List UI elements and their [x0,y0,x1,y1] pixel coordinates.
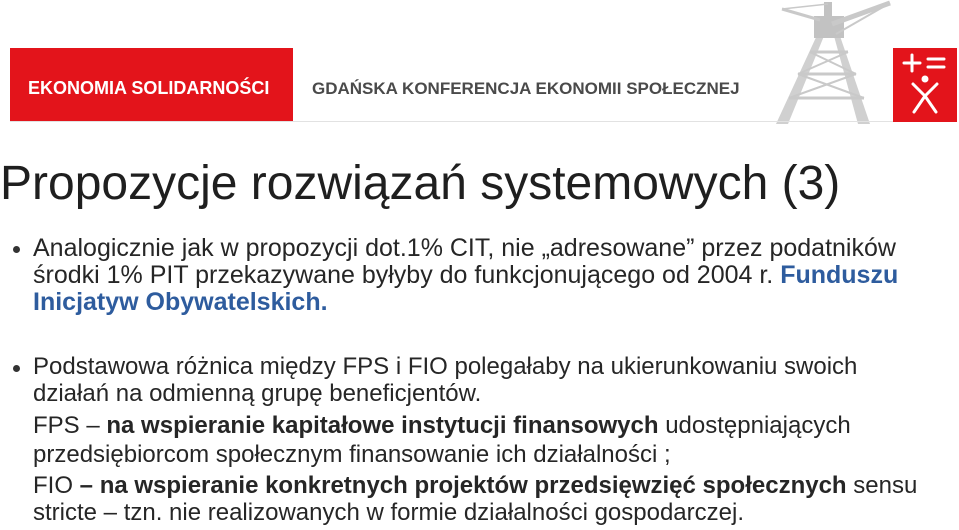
fio-line-1 [33,472,917,500]
slide-title: Propozycje rozwiązań systemowych (3) [0,157,841,210]
plus-equals-person-icon [893,48,957,122]
bullet-2-line-1: Podstawowa różnica między FPS i FIO polegałaby na ukierunkowaniu swoich [33,353,858,380]
fps-line-2: przedsiębiorcom społecznym finansowanie ich działalności ; [33,441,671,468]
bullet-2-line-2: działań na odmienną grupę beneficjentów. [33,380,482,407]
bullet-1-line-3: Inicjatyw Obywatelskich. [33,288,328,316]
fps-line-1 [33,412,851,440]
header-divider [10,121,893,122]
fio-rest: sensu [853,472,918,499]
fio-bold: – na wspieranie konkretnych projektów przedsięwzięć społecznych [79,472,847,499]
badge-label: EKONOMIA SOLIDARNOŚCI [28,78,270,98]
conference-name: GDAŃSKA KONFERENCJA EKONOMII SPOŁECZNEJ [312,79,740,98]
fio-line-2: stricte – tzn. nie realizowanych w formie działalności gospodarczej. [33,499,744,526]
fps-lead: FPS – [33,412,100,439]
bullet-1-line-2 [33,261,898,289]
bullet-1-line-2-text: środki 1% PIT przekazywane byłyby do funkcjonującego od 2004 r. [33,261,774,289]
bullet-1-line-1: Analogicznie jak w propozycji dot.1% CIT, nie „adresowane” przez podatników [33,234,896,262]
bullet-dot-icon [13,365,20,372]
bullet-1-highlight-fund: Funduszu [780,261,899,289]
ekonomia-solidarnosci-badge [10,48,293,122]
fps-rest: udostępniających [665,412,851,439]
shipyard-crane-icon [762,0,894,124]
logo-badge [893,48,957,122]
bullet-dot-icon [13,246,20,253]
fps-bold: na wspieranie kapitałowe instytucji finansowych [106,412,659,439]
fio-lead: FIO [33,472,73,499]
